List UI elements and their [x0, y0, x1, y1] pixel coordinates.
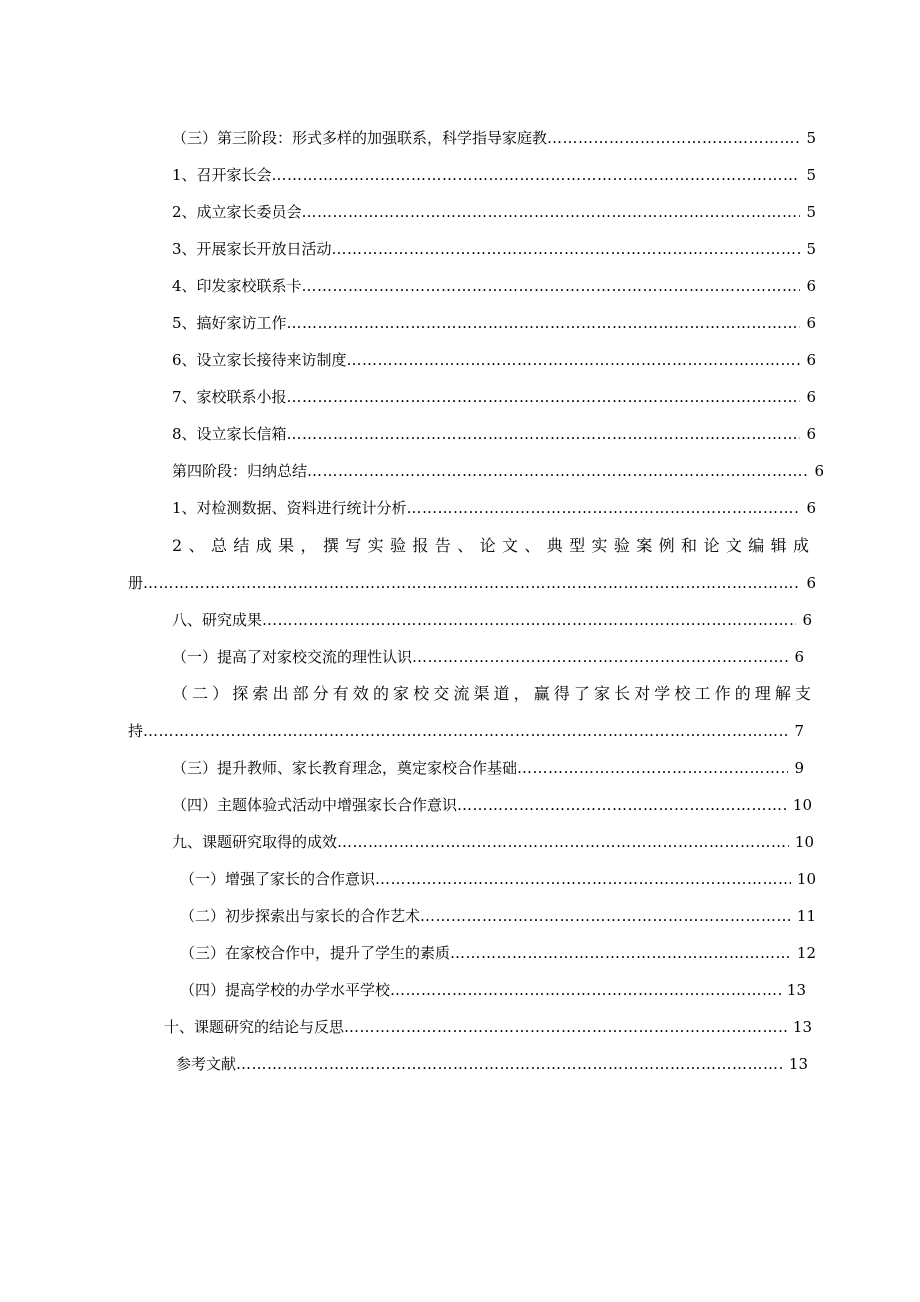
toc-leader-dots	[143, 721, 788, 741]
toc-entry-title: 5、搞好家访工作	[172, 314, 287, 332]
toc-entry-page: 11	[796, 907, 816, 925]
toc-entry-page: 13	[788, 1055, 808, 1073]
toc-leader-dots	[287, 313, 801, 333]
toc-entry-title: （四）提高学校的办学水平学校	[180, 981, 391, 999]
toc-leader-dots	[307, 461, 808, 481]
toc-leader-dots	[337, 832, 789, 852]
toc-entry-page: 5	[806, 240, 816, 258]
toc-leader-dots	[332, 239, 801, 259]
toc-entry-page: 10	[792, 796, 812, 814]
toc-leader-dots	[547, 128, 800, 148]
toc-leader-dots	[420, 906, 791, 926]
toc-leader-dots	[272, 165, 801, 185]
toc-entry[interactable]	[172, 832, 814, 852]
toc-leader-dots	[450, 943, 791, 963]
toc-entry-title: （二）初步探索出与家长的合作艺术	[180, 907, 421, 925]
toc-entry[interactable]	[172, 313, 816, 333]
toc-entry[interactable]	[172, 461, 824, 481]
toc-entry-page: 6	[806, 499, 816, 517]
toc-entry-page: 6	[806, 277, 816, 295]
toc-entry[interactable]	[176, 1054, 808, 1074]
toc-leader-dots	[390, 980, 781, 1000]
toc-entry-page: 9	[794, 759, 804, 777]
toc-entry[interactable]	[180, 943, 816, 963]
toc-leader-dots	[407, 498, 801, 518]
toc-leader-dots	[287, 424, 801, 444]
toc-entry[interactable]	[172, 795, 812, 815]
toc-entry-title: 6、设立家长接待来访制度	[172, 351, 347, 369]
toc-entry-title: 4、印发家校联系卡	[172, 277, 302, 295]
toc-entry-page: 6	[794, 648, 804, 666]
toc-entry[interactable]	[172, 128, 816, 148]
toc-entry-title: 2、成立家长委员会	[172, 203, 302, 221]
toc-entry-title: （三）第三阶段：形式多样的加强联系，科学指导家庭教	[172, 129, 548, 147]
toc-entry-title: 九、课题研究取得的成效	[172, 833, 338, 851]
toc-leader-dots	[287, 387, 801, 407]
toc-entry-page: 6	[802, 611, 812, 629]
toc-entry[interactable]	[172, 387, 816, 407]
toc-entry[interactable]	[164, 1017, 812, 1037]
toc-entry-title: 八、研究成果	[172, 611, 263, 629]
toc-entry-second-line[interactable]	[128, 573, 816, 593]
toc-entry-page: 10	[796, 870, 816, 888]
toc-entry-second-line[interactable]	[128, 721, 804, 741]
toc-entry[interactable]	[172, 202, 816, 222]
toc-entry-title: （四）主题体验式活动中增强家长合作意识	[172, 796, 458, 814]
toc-entry-page: 5	[806, 129, 816, 147]
toc-entry[interactable]	[172, 239, 816, 259]
toc-entry-first-line[interactable]: （二）探索出部分有效的家校交流渠道，赢得了家长对学校工作的理解支	[172, 684, 812, 703]
toc-entry-page: 5	[806, 166, 816, 184]
toc-entry-page: 5	[806, 203, 816, 221]
toc-leader-dots	[302, 202, 801, 222]
toc-entry[interactable]	[180, 869, 816, 889]
toc-entry-title: （三）提升教师、家长教育理念，奠定家校合作基础	[172, 759, 518, 777]
toc-entry-title: （一）提高了对家校交流的理性认识	[172, 648, 413, 666]
toc-entry-title: 参考文献	[176, 1055, 237, 1073]
toc-entry-page: 6	[814, 462, 824, 480]
toc-entry-title: 7、家校联系小报	[172, 388, 287, 406]
toc-entry-page: 6	[806, 388, 816, 406]
toc-entry-page: 7	[794, 722, 804, 740]
toc-leader-dots	[143, 573, 800, 593]
toc-entry-title: 十、课题研究的结论与反思	[164, 1018, 345, 1036]
toc-entry-page: 6	[806, 574, 816, 592]
toc-entry-title: 持	[128, 722, 144, 740]
toc-leader-dots	[236, 1054, 783, 1074]
toc-entry[interactable]	[172, 498, 816, 518]
toc-entry-title: 册	[128, 574, 144, 592]
toc-leader-dots	[347, 350, 801, 370]
toc-entry-page: 6	[806, 351, 816, 369]
toc-leader-dots	[457, 795, 787, 815]
toc-entry-page: 13	[786, 981, 806, 999]
toc-entry-title: 1、召开家长会	[172, 166, 272, 184]
toc-entry[interactable]	[172, 424, 816, 444]
toc-entry[interactable]	[180, 906, 816, 926]
toc-entry[interactable]	[180, 980, 806, 1000]
toc-entry-first-line[interactable]: 2、总结成果，撰写实验报告、论文、典型实验案例和论文编辑成	[172, 536, 812, 555]
toc-entry-title: 8、设立家长信箱	[172, 425, 287, 443]
toc-entry-title: （一）增强了家长的合作意识	[180, 870, 376, 888]
toc-entry[interactable]	[172, 758, 804, 778]
toc-leader-dots	[517, 758, 788, 778]
toc-entry-page: 13	[792, 1018, 812, 1036]
toc-entry[interactable]	[172, 610, 812, 630]
toc-entry-page: 6	[806, 314, 816, 332]
toc-leader-dots	[412, 647, 788, 667]
toc-entry-title: 1、对检测数据、资料进行统计分析	[172, 499, 407, 517]
toc-entry[interactable]	[172, 165, 816, 185]
toc-leader-dots	[262, 610, 796, 630]
toc-leader-dots	[344, 1017, 787, 1037]
toc-entry[interactable]	[172, 647, 804, 667]
toc-entry[interactable]	[172, 276, 816, 296]
toc-leader-dots	[375, 869, 791, 889]
toc-entry-title: 第四阶段：归纳总结	[172, 462, 308, 480]
toc-leader-dots	[302, 276, 801, 296]
toc-entry-page: 10	[794, 833, 814, 851]
toc-entry-page: 6	[806, 425, 816, 443]
toc-entry-title: （三）在家校合作中，提升了学生的素质	[180, 944, 451, 962]
toc-entry-title: 3、开展家长开放日活动	[172, 240, 332, 258]
toc-entry[interactable]	[172, 350, 816, 370]
toc-entry-page: 12	[796, 944, 816, 962]
